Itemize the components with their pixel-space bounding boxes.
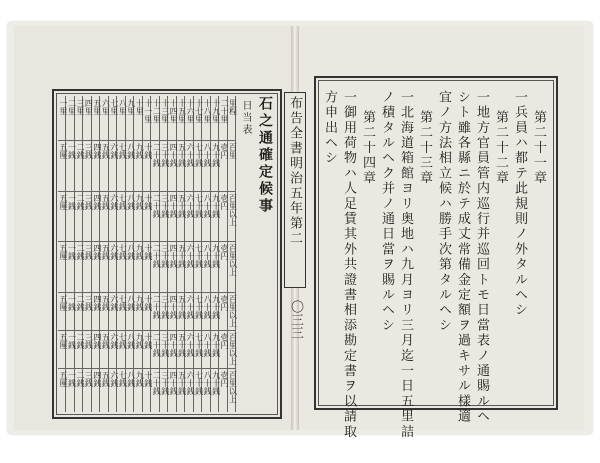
table-cell: 九十銭 [211,194,221,218]
table-cell: 七里 [109,99,119,115]
table-cell: 七十銭 [194,143,204,167]
table-cell: 四銭 [92,295,102,311]
text-column: 一北海道箱館ヨリ奥地ハ九月ヨリ三月迄一日五里詰 [398,90,413,440]
table-cell: 一里 [59,99,68,115]
table-cell: 一銭 [67,333,77,349]
table-cell: 十里 [135,99,145,115]
table-cell: 一銭 [67,143,77,159]
table-cell: 十三里 [160,99,170,123]
table-cell: 十銭 [143,295,153,311]
table-cell: 二十銭 [152,295,162,319]
table-cell: 十九里 [211,99,221,123]
table-cell: 十七里 [194,99,204,123]
table-cell: 三十銭 [160,143,170,167]
table-cell: 九銭 [135,333,145,349]
table-cell: 六銭 [109,143,119,159]
table-cell: 二銭 [75,333,85,349]
table-cell: 二銭 [75,143,85,159]
text-column: 一御用荷物ハ人足賃其外共證書相添勘定書ヲ以請取 [341,90,356,440]
table-cell: 七銭 [118,194,128,210]
table-cell: 六十銭 [186,333,196,357]
table-cell: 三銭 [84,194,94,210]
table-cell: 三銭 [84,143,94,159]
table-cell: 四十銭 [169,244,179,268]
table-cell: 壱円 [220,371,230,387]
text-column: シト雖各縣ニ於テ成丈常備金定額ヲ過キサル樣適 [455,90,470,425]
table-cell: 壱円 [220,333,230,349]
table-cell: 里程 [228,99,238,115]
table-cell: 五銭 [101,194,111,210]
table-cell: 五厘 [59,371,68,387]
table-cell: 四十銭 [169,371,179,395]
table-cell: 六里 [101,99,111,115]
table-cell: 十五里 [177,99,187,123]
table-cell: 三里 [75,99,85,115]
table-cell: 十六里 [186,99,196,123]
table-cell: 九銭 [135,244,145,260]
table-cell: 八銭 [126,333,136,349]
table-cell: 十銭 [143,244,153,260]
table-cell: 二銭 [75,244,85,260]
table-cell: 九十銭 [211,143,221,167]
table-cell: 六銭 [109,295,119,311]
table-cell: 八里 [118,99,128,115]
table-cell: 九十銭 [211,371,221,395]
table-cell: 十一里 [143,99,153,123]
table-cell: 四銭 [92,143,102,159]
table-cell: 五厘 [59,333,68,349]
table-cell: 五十銭 [177,333,187,357]
table-cell: 三十銭 [160,333,170,357]
table-cell: 四銭 [92,371,102,387]
table-cell: 五銭 [101,333,111,349]
table-cell: 十四里 [169,99,179,123]
table-cell: 九銭 [135,295,145,311]
table-cell: 七十銭 [194,333,204,357]
table-cell: 二十里 [220,99,230,123]
table-cell: 九里 [126,99,136,115]
spine-title: 布告全書明治五年第二 [287,96,302,246]
table-cell: 八十銭 [203,244,213,268]
table-cell: 二十銭 [152,244,162,268]
table-cell: 九銭 [135,143,145,159]
table-cell: 九十銭 [211,244,221,268]
table-cell: 十八里 [203,99,213,123]
table-cell: 三銭 [84,295,94,311]
table-cell: 壱円 [220,194,230,210]
table-cell: 八銭 [126,143,136,159]
table-cell: 五厘 [59,244,68,260]
table-cell: 五十銭 [177,244,187,268]
table-cell: 六十銭 [186,371,196,395]
text-column: 一地方官員管内巡行并巡回トモ日當表ノ通賜ルヘ [474,90,489,425]
table-cell: 六十銭 [186,244,196,268]
table-cell: 二銭 [75,194,85,210]
table-cell: 四十銭 [169,143,179,167]
table-title: 日当表 [240,100,251,136]
chapter-heading: 第二十二章 [493,110,508,186]
table-cell: 六銭 [109,194,119,210]
table-cell: 五厘 [59,295,68,311]
table-cell: 百里以上 [228,244,238,276]
chapter-heading: 第二十三章 [417,110,432,186]
table-cell: 五十銭 [177,194,187,218]
table-cell: 五銭 [101,295,111,311]
table-cell: 十二里 [152,99,162,123]
table-cell: 壱円 [220,244,230,260]
table-cell: 六銭 [109,244,119,260]
text-column: 一兵員ハ都テ此規則ノ外タルヘシ [512,90,527,318]
table-cell: 十銭 [143,371,153,387]
table-cell: 二銭 [75,295,85,311]
table-cell: 十銭 [143,194,153,210]
table-cell: 四銭 [92,194,102,210]
table-cell: 五十銭 [177,143,187,167]
table-cell: 四里 [84,99,94,115]
table-cell: 五銭 [101,371,111,387]
table-cell: 七十銭 [194,244,204,268]
chapter-heading: 第二十四章 [360,110,375,186]
chapter-heading: 第二十一章 [531,110,546,186]
table-cell: 六銭 [109,371,119,387]
table-cell: 二十銭 [152,371,162,395]
table-cell: 七銭 [118,244,128,260]
table-cell: 百里以上 [228,371,238,403]
table-cell: 百里以上 [228,194,238,226]
table-cell: 七十銭 [194,194,204,218]
table-cell: 十銭 [143,333,153,349]
table-cell: 七銭 [118,371,128,387]
table-cell: 四銭 [92,333,102,349]
table-cell: 三十銭 [160,295,170,319]
table-cell: 五里 [92,99,102,115]
table-cell: 九銭 [135,194,145,210]
table-cell: 五厘 [59,143,68,159]
table-cell: 一銭 [67,371,77,387]
table-cell: 二里 [67,99,77,115]
table-cell: 八十銭 [203,371,213,395]
table-cell: 六十銭 [186,143,196,167]
table-cell: 三銭 [84,244,94,260]
table-cell: 七銭 [118,333,128,349]
table-cell: 八銭 [126,371,136,387]
table-cell: 一銭 [67,295,77,311]
table-cell: 百里以上 [228,295,238,327]
table-cell: 三銭 [84,333,94,349]
table-cell: 四十銭 [169,295,179,319]
text-column: ノ積タルヘク并ノ通日當ヲ賜ルヘシ [379,90,394,334]
table-cell: 五十銭 [177,371,187,395]
table-cell: 六十銭 [186,295,196,319]
text-column: 方申出ヘシ [322,90,337,166]
table-cell: 九十銭 [211,333,221,357]
table-cell: 三十銭 [160,194,170,218]
table-cell: 八十銭 [203,333,213,357]
table-cell: 四銭 [92,244,102,260]
table-cell: 三十銭 [160,371,170,395]
left-page-title: 石之通確定候事 [257,96,273,215]
table-cell: 八銭 [126,295,136,311]
table-cell: 五十銭 [177,295,187,319]
table-cell: 五銭 [101,244,111,260]
table-cell: 一銭 [67,194,77,210]
table-cell: 八銭 [126,194,136,210]
table-cell: 壱円 [220,143,230,159]
table-cell: 壱円 [220,295,230,311]
table-cell: 八十銭 [203,143,213,167]
table-cell: 百里以上 [228,333,238,365]
table-cell: 七銭 [118,295,128,311]
table-cell: 九十銭 [211,295,221,319]
table-cell: 二銭 [75,371,85,387]
table-cell: 十銭 [143,143,153,159]
table-cell: 六十銭 [186,194,196,218]
table-cell: 六銭 [109,333,119,349]
table-cell: 三銭 [84,371,94,387]
table-cell: 一銭 [67,244,77,260]
table-cell: 九銭 [135,371,145,387]
table-cell: 百里 [228,143,238,159]
table-cell: 七十銭 [194,295,204,319]
table-cell: 四十銭 [169,194,179,218]
table-cell: 二十銭 [152,194,162,218]
table-cell: 八十銭 [203,194,213,218]
table-cell: 五銭 [101,143,111,159]
table-cell: 八銭 [126,244,136,260]
table-cell: 五厘 [59,194,68,210]
page-number: 〇三三 [288,300,303,339]
table-cell: 七十銭 [194,371,204,395]
table-cell: 四十銭 [169,333,179,357]
table-cell: 七銭 [118,143,128,159]
table-cell: 八十銭 [203,295,213,319]
table-cell: 三十銭 [160,244,170,268]
table-cell: 二十銭 [152,333,162,357]
daily-allowance-table [58,96,236,412]
text-column: 宜ノ方法相立候ハ勝手次第タルヘシ [436,90,451,334]
table-cell: 二十銭 [152,143,162,167]
